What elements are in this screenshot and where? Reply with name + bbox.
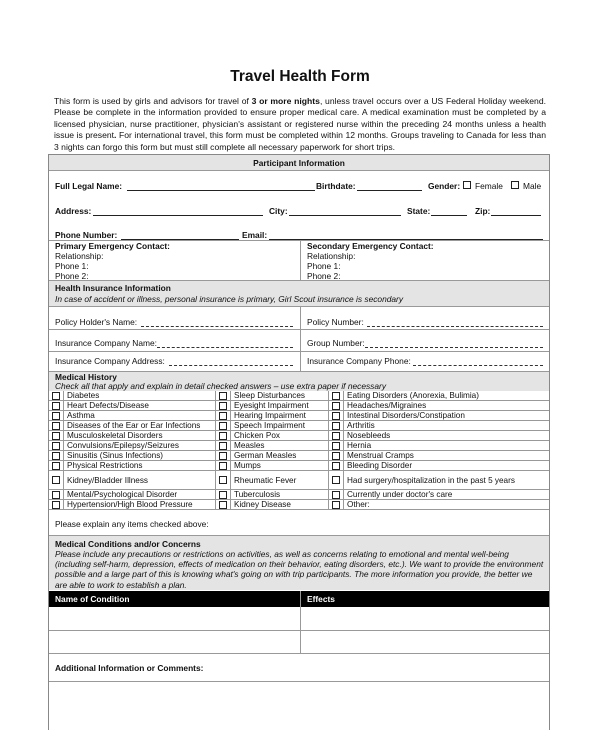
city-field[interactable] [289,215,401,216]
table-row [49,391,549,401]
checkbox-cell [216,411,231,421]
checkbox-cell [329,461,344,471]
condition-label: Mumps [231,461,329,471]
zip-label: Zip: [475,206,491,216]
explain-checked-label: Please explain any items checked above: [55,519,209,529]
checkbox-cell [216,471,231,490]
zip-field[interactable] [491,215,541,216]
city-label: City: [269,206,288,216]
full-legal-name-field[interactable] [127,190,315,191]
condition-label: Kidney/Bladder Illness [64,471,216,490]
policy-number-field[interactable] [367,326,543,327]
additional-info-label: Additional Information or Comments: [55,663,204,673]
insurance-company-address-field[interactable] [169,365,293,366]
checkbox-cell [49,451,64,461]
checkbox-cell [329,391,344,401]
condition-checkbox[interactable] [219,392,227,400]
phone-number-label: Phone Number: [55,230,118,240]
condition-checkbox[interactable] [219,422,227,430]
group-number-field[interactable] [365,347,543,348]
condition-label: Nosebleeds [344,431,550,441]
checkbox-cell [49,441,64,451]
checkbox-cell [49,471,64,490]
table-row [49,401,549,411]
address-field[interactable] [93,215,263,216]
female-checkbox[interactable] [463,181,471,189]
full-legal-name-label: Full Legal Name: [55,181,123,191]
male-checkbox[interactable] [511,181,519,189]
checkbox-cell [216,500,231,510]
checkbox-cell [329,451,344,461]
table-row [49,411,549,421]
condition-label: Eyesight Impairment [231,401,329,411]
condition-label: Hypertension/High Blood Pressure [64,500,216,510]
intro-bold-nights: 3 or more nights [251,96,320,106]
condition-checkbox[interactable] [219,452,227,460]
checkbox-cell [216,451,231,461]
medical-history-header-bar [49,372,549,391]
condition-checkbox[interactable] [332,412,340,420]
condition-checkbox[interactable] [52,422,60,430]
condition-checkbox[interactable] [219,501,227,509]
table-row [49,451,549,461]
condition-checkbox[interactable] [219,462,227,470]
condition-checkbox[interactable] [332,432,340,440]
insurance-company-phone-field[interactable] [413,365,543,366]
condition-checkbox[interactable] [52,462,60,470]
health-form [48,154,550,730]
condition-checkbox[interactable] [332,452,340,460]
policy-holder-field[interactable] [141,326,293,327]
primary-phone1-label: Phone 1: [55,261,89,271]
condition-checkbox[interactable] [52,476,60,484]
policy-holder-label: Policy Holder's Name: [55,317,138,327]
group-number-label: Group Number: [307,338,365,348]
female-label: Female [475,181,503,191]
participant-header-bar [49,155,549,170]
conditions-header-bar [49,536,549,590]
condition-label: Rheumatic Fever [231,471,329,490]
primary-contact-label: Primary Emergency Contact: [55,241,170,251]
condition-checkbox[interactable] [219,412,227,420]
condition-label: Mental/Psychological Disorder [64,490,216,500]
email-label: Email: [242,230,268,240]
intro-text-1: This form is used by girls and advisors for travel of [54,96,252,106]
secondary-phone1-label: Phone 1: [307,261,341,271]
checkbox-cell [216,461,231,471]
insurance-company-address-label: Insurance Company Address: [55,356,165,366]
condition-label: Headaches/Migraines [344,401,550,411]
checkbox-cell [216,490,231,500]
condition-checkbox[interactable] [219,442,227,450]
condition-label: Musculoskeletal Disorders [64,431,216,441]
medical-history-table [49,391,549,510]
intro-text-2: , unless travel occurs over a US Federal Holiday weekend. Please be complete in the information provided to ensure proper medical care. A medical examination must be completed by a licensed physician, nurse practitioner, physician's assistant or registered nurse within the preceding 24 months unless a health issue is present [54,96,547,141]
insurance-note: In case of accident or illness, personal insurance is primary, Girl Scout insurance is secondary [55,294,404,304]
medical-history-header: Medical History [55,372,117,382]
condition-checkbox[interactable] [52,432,60,440]
checkbox-cell [329,421,344,431]
conditions-table-header [49,591,549,607]
male-label: Male [523,181,542,191]
condition-label: Hernia [344,441,550,451]
checkbox-cell [329,411,344,421]
table-row [49,471,549,490]
condition-checkbox[interactable] [332,442,340,450]
condition-label: Physical Restrictions [64,461,216,471]
condition-label: Currently under doctor's care [344,490,550,500]
table-row [49,461,549,471]
condition-checkbox[interactable] [332,402,340,410]
condition-checkbox[interactable] [52,402,60,410]
address-label: Address: [55,206,92,216]
state-label: State: [407,206,431,216]
condition-label: Convulsions/Epilepsy/Seizures [64,441,216,451]
birthdate-field[interactable] [357,190,422,191]
checkbox-cell [216,421,231,431]
intro-paragraph [54,96,546,153]
checkbox-cell [329,431,344,441]
condition-checkbox[interactable] [52,412,60,420]
page-title: Travel Health Form [230,68,370,85]
condition-checkbox[interactable] [52,442,60,450]
checkbox-cell [329,500,344,510]
condition-label: German Measles [231,451,329,461]
intro-text-3: For international travel, this form must be completed within 12 months. Groups traveling to Canada for less than 3 nights can forgo this form but must still complete all necessary paperwork for short trips. [54,130,546,152]
checkbox-cell [329,401,344,411]
birthdate-label: Birthdate: [316,181,356,191]
primary-relationship-label: Relationship: [55,251,104,261]
condition-label: Measles [231,441,329,451]
participant-header: Participant Information [253,158,345,168]
condition-label: Menstrual Cramps [344,451,550,461]
condition-checkbox[interactable] [332,476,340,484]
insurance-header-bar [49,281,549,306]
primary-phone2-label: Phone 2: [55,271,89,281]
checkbox-cell [49,401,64,411]
checkbox-cell [329,441,344,451]
insurance-company-phone-label: Insurance Company Phone: [307,356,411,366]
condition-label: Other: [344,500,550,510]
intro-bold-period: . [114,130,117,141]
condition-label: Had surgery/hospitalization in the past 5 years [344,471,550,490]
condition-checkbox[interactable] [332,422,340,430]
checkbox-cell [49,431,64,441]
condition-checkbox[interactable] [52,491,60,499]
state-field[interactable] [431,215,467,216]
condition-checkbox[interactable] [52,392,60,400]
table-row [49,421,549,431]
condition-label: Hearing Impairment [231,411,329,421]
insurance-company-name-field[interactable] [157,347,293,348]
condition-label: Speech Impairment [231,421,329,431]
secondary-contact-label: Secondary Emergency Contact: [307,241,434,251]
condition-label: Kidney Disease [231,500,329,510]
checkbox-cell [49,500,64,510]
gender-label: Gender: [428,181,461,191]
insurance-header: Health Insurance Information [55,283,171,293]
condition-label: Chicken Pox [231,431,329,441]
condition-checkbox[interactable] [219,432,227,440]
secondary-phone2-label: Phone 2: [307,271,341,281]
condition-label: Eating Disorders (Anorexia, Bulimia) [344,391,550,401]
condition-checkbox[interactable] [332,501,340,509]
effects-header: Effects [307,594,335,604]
checkbox-cell [49,461,64,471]
condition-checkbox[interactable] [219,476,227,484]
condition-label: Sleep Disturbances [231,391,329,401]
condition-checkbox[interactable] [332,491,340,499]
table-row [49,490,549,500]
checkbox-cell [49,391,64,401]
conditions-note: Please include any precautions or restrictions on activities, as well as concerns relating to emotional and mental well-being (including self-harm, depression, effects of medication on their behavior, eating disorders, etc.). We want to provide the environment possible and a large part of this is knowing what's going on with trip participants. The more information you provide, the better we are able to work to establish a plan. [55,549,544,590]
conditions-header: Medical Conditions and/or Concerns [55,539,201,549]
condition-label: Asthma [64,411,216,421]
policy-number-label: Policy Number: [307,317,364,327]
condition-checkbox[interactable] [52,501,60,509]
checkbox-cell [216,401,231,411]
checkbox-cell [216,441,231,451]
condition-checkbox[interactable] [52,452,60,460]
checkbox-cell [329,471,344,490]
table-row [49,431,549,441]
checkbox-cell [49,490,64,500]
checkbox-cell [216,431,231,441]
condition-label: Diseases of the Ear or Ear Infections [64,421,216,431]
condition-label: Intestinal Disorders/Constipation [344,411,550,421]
condition-label: Heart Defects/Disease [64,401,216,411]
medical-history-note: Check all that apply and explain in detail checked answers – use extra paper if necessary [55,381,387,391]
condition-checkbox[interactable] [219,402,227,410]
condition-label: Diabetes [64,391,216,401]
condition-checkbox[interactable] [332,462,340,470]
checkbox-cell [49,421,64,431]
table-row [49,441,549,451]
insurance-company-name-label: Insurance Company Name: [55,338,157,348]
condition-label: Arthritis [344,421,550,431]
table-row [49,500,549,510]
condition-checkbox[interactable] [219,491,227,499]
checkbox-cell [329,490,344,500]
checkbox-cell [49,411,64,421]
condition-label: Tuberculosis [231,490,329,500]
checkbox-cell [216,391,231,401]
secondary-relationship-label: Relationship: [307,251,356,261]
condition-checkbox[interactable] [332,392,340,400]
condition-label: Bleeding Disorder [344,461,550,471]
name-of-condition-header: Name of Condition [55,594,130,604]
condition-label: Sinusitis (Sinus Infections) [64,451,216,461]
